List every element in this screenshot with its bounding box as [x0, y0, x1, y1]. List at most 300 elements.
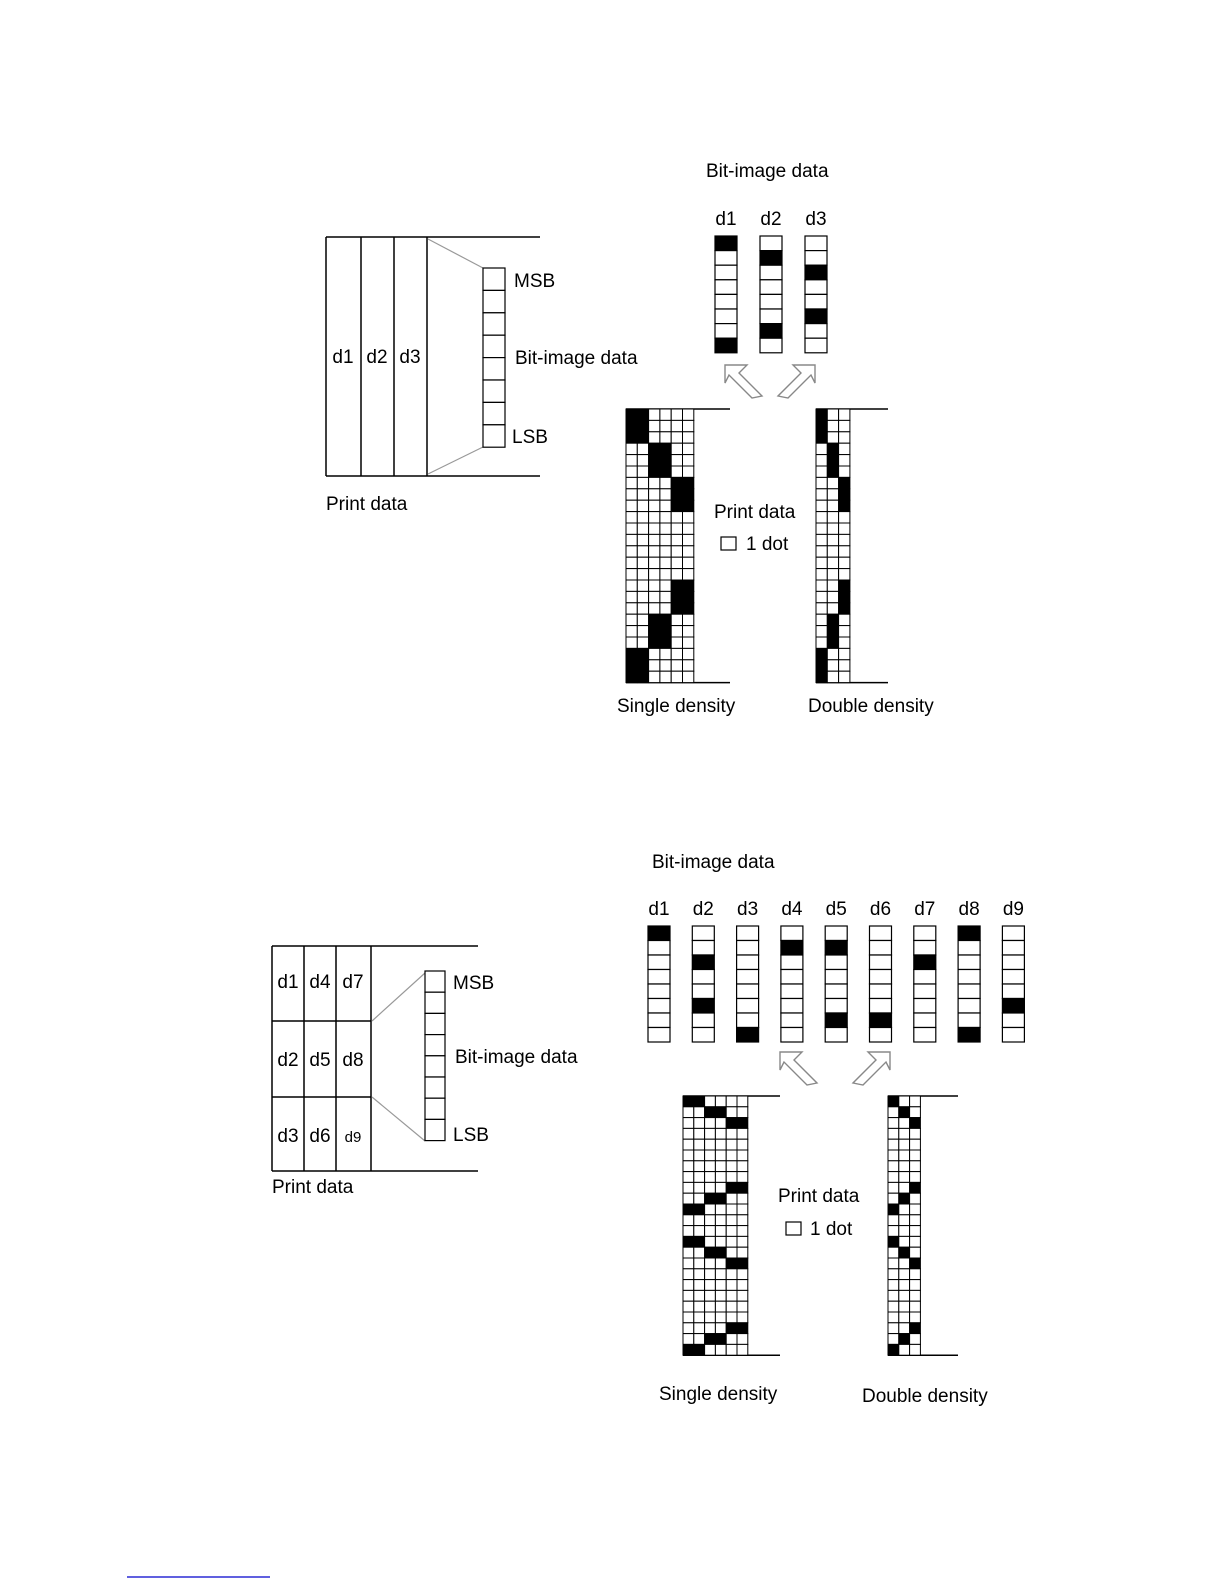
fig1-single-dot — [683, 409, 694, 420]
fig1-single-dot — [660, 648, 671, 659]
fig2-single-dot — [715, 1301, 726, 1312]
fig1-double-density-grid — [816, 409, 888, 683]
fig2-d1-bit — [648, 999, 670, 1014]
fig2-single-dot — [705, 1182, 716, 1193]
fig1-double-dot — [816, 591, 827, 602]
fig2-d6-bit — [870, 1028, 892, 1043]
fig2-double-black-dot — [899, 1107, 910, 1118]
fig2-d8-bit — [958, 1028, 980, 1043]
fig2-double-dot — [899, 1215, 910, 1226]
fig1-single-dot — [649, 580, 660, 591]
fig1-byte-bit-cell — [483, 402, 505, 424]
fig2-double-dot — [910, 1215, 921, 1226]
fig2-byte-bit-cell — [425, 1035, 445, 1056]
fig2-double-black-dot — [888, 1096, 899, 1107]
fig2-single-dot — [683, 1161, 694, 1172]
fig2-double-dot — [899, 1226, 910, 1237]
fig2-single-dot — [726, 1150, 737, 1161]
fig1-single-black-dot — [671, 477, 694, 511]
fig2-d3-bit — [737, 970, 759, 985]
fig1-single-dot — [637, 546, 648, 557]
fig2-double-dot — [899, 1301, 910, 1312]
fig1-single-dot — [683, 534, 694, 545]
fig2-single-black-dot — [726, 1258, 748, 1269]
fig1-single-dot — [626, 477, 637, 488]
fig2-d5-bit — [825, 970, 847, 985]
fig1-single-dot — [683, 660, 694, 671]
fig2-d2-bit — [692, 1013, 714, 1028]
fig2-single-dot — [726, 1215, 737, 1226]
fig2-d4-bit — [781, 941, 803, 956]
fig2-single-dot — [683, 1182, 694, 1193]
fig2-single-dot — [694, 1226, 705, 1237]
fig1-single-dot — [637, 489, 648, 500]
fig1-double-black-dot — [827, 614, 838, 648]
fig2-d6-bit — [870, 999, 892, 1014]
fig1-single-dot — [649, 432, 660, 443]
fig2-double-dot — [910, 1150, 921, 1161]
fig1-byte-bit-cell — [483, 313, 505, 335]
fig2-single-dot — [715, 1204, 726, 1215]
fig2-single-dot — [726, 1096, 737, 1107]
fig2-single-black-dot — [705, 1193, 727, 1204]
fig2-d3-bit — [737, 1013, 759, 1028]
fig1-single-dot — [637, 443, 648, 454]
fig2-single-dot — [715, 1258, 726, 1269]
fig1-col-name-d2: d2 — [760, 209, 782, 230]
fig1-double-dot — [827, 580, 838, 591]
fig2-single-black-dot — [726, 1118, 748, 1129]
fig2-double-dot — [899, 1118, 910, 1129]
fig2-grid-label-d8: d8 — [342, 1050, 364, 1071]
fig2-double-black-dot — [888, 1344, 899, 1355]
fig2-col-name-d4: d4 — [781, 899, 803, 920]
fig2-col-name-d8: d8 — [958, 899, 980, 920]
fig2-grid-label-d2: d2 — [277, 1050, 299, 1071]
fig2-d1-bit — [648, 1028, 670, 1043]
fig2-single-dot — [694, 1301, 705, 1312]
fig2-single-dot — [726, 1236, 737, 1247]
fig2-single-dot — [683, 1269, 694, 1280]
fig1-single-dot — [637, 569, 648, 580]
fig1-single-dot — [683, 512, 694, 523]
fig1-byte-bit-cell — [483, 268, 505, 290]
fig2-double-dot — [888, 1226, 899, 1237]
fig1-single-dot — [626, 546, 637, 557]
fig1-double-dot — [816, 626, 827, 637]
fig2-lsb-label: LSB — [453, 1125, 489, 1146]
fig2-single-dot — [715, 1344, 726, 1355]
fig2-single-dot — [683, 1118, 694, 1129]
fig1-single-dot — [637, 455, 648, 466]
figure-2 — [272, 852, 1024, 1407]
fig1-single-dot — [660, 512, 671, 523]
fig1-d3-bit — [805, 236, 827, 251]
fig1-double-dot — [839, 455, 850, 466]
fig2-d7-bit — [914, 1028, 936, 1043]
fig1-single-dot — [660, 569, 671, 580]
fig1-single-dot — [626, 534, 637, 545]
fig1-single-dot — [626, 489, 637, 500]
fig2-d2-bit — [692, 999, 714, 1014]
fig2-double-dot — [888, 1193, 899, 1204]
fig1-single-dot — [637, 512, 648, 523]
fig2-d5-bit — [825, 999, 847, 1014]
fig1-single-dot — [649, 420, 660, 431]
fig2-single-dot — [715, 1323, 726, 1334]
fig2-d7-bit — [914, 955, 936, 970]
fig2-msb-label: MSB — [453, 973, 495, 994]
fig1-single-dot — [683, 626, 694, 637]
fig2-d6-bit — [870, 1013, 892, 1028]
fig2-single-dot — [715, 1139, 726, 1150]
fig2-single-dot — [737, 1096, 748, 1107]
fig1-double-dot — [839, 420, 850, 431]
fig2-dot-legend-box — [786, 1222, 801, 1235]
fig2-bit-columns — [648, 899, 1024, 1042]
fig2-byte-bit-cell — [425, 1013, 445, 1034]
fig1-print-data-label: Print data — [326, 494, 408, 515]
fig2-single-dot — [694, 1150, 705, 1161]
fig2-single-dot — [737, 1226, 748, 1237]
fig1-single-dot — [637, 500, 648, 511]
fig1-single-dot — [626, 500, 637, 511]
fig2-single-dot — [737, 1312, 748, 1323]
fig2-d3-bit — [737, 999, 759, 1014]
fig2-double-black-dot — [899, 1247, 910, 1258]
fig1-double-black-dot — [839, 477, 850, 511]
fig1-single-dot — [637, 466, 648, 477]
fig2-double-dot — [888, 1334, 899, 1345]
fig2-double-dot — [910, 1312, 921, 1323]
fig2-double-dot — [888, 1215, 899, 1226]
fig1-col-name-d1: d1 — [715, 209, 737, 230]
fig2-byte-bit-cell — [425, 1056, 445, 1077]
fig1-single-dot — [660, 432, 671, 443]
fig1-single-dot — [683, 614, 694, 625]
fig2-single-dot — [737, 1128, 748, 1139]
fig2-single-dot — [683, 1150, 694, 1161]
fig2-d1-bit — [648, 1013, 670, 1028]
fig1-double-dot — [839, 626, 850, 637]
fig2-d9-bit — [1002, 926, 1024, 941]
fig2-single-dot — [726, 1226, 737, 1237]
fig1-dot-legend-box — [721, 537, 736, 550]
fig2-double-dot — [910, 1204, 921, 1215]
fig2-single-black-dot — [705, 1334, 727, 1345]
fig2-arrow-left-icon — [853, 1052, 890, 1085]
fig2-d6-bit — [870, 970, 892, 985]
fig1-single-dot — [649, 591, 660, 602]
fig1-single-dot — [637, 626, 648, 637]
fig1-double-black-dot — [827, 443, 838, 477]
fig2-double-dot — [899, 1344, 910, 1355]
fig2-bit-image-label: Bit-image data — [455, 1047, 578, 1068]
fig2-single-dot — [683, 1312, 694, 1323]
fig2-d7-bit — [914, 970, 936, 985]
fig1-d2-bit — [760, 280, 782, 295]
fig1-single-dot — [660, 603, 671, 614]
fig2-single-dot — [683, 1334, 694, 1345]
fig2-double-dot — [899, 1161, 910, 1172]
fig2-print-data-block — [272, 946, 478, 1171]
fig2-d8-bit — [958, 926, 980, 941]
fig1-d2-bit — [760, 309, 782, 324]
fig1-single-dot — [649, 523, 660, 534]
fig2-single-dot — [737, 1236, 748, 1247]
fig1-zoom-line-bottom — [428, 447, 483, 474]
fig2-double-dot — [888, 1128, 899, 1139]
fig1-double-dot — [839, 523, 850, 534]
fig2-single-dot — [694, 1139, 705, 1150]
fig2-double-dot — [899, 1182, 910, 1193]
fig2-col-name-d2: d2 — [692, 899, 714, 920]
fig2-single-dot — [726, 1193, 737, 1204]
fig2-double-dot — [888, 1161, 899, 1172]
fig1-single-dot — [637, 591, 648, 602]
fig2-d9-bit — [1002, 941, 1024, 956]
fig2-double-dot — [910, 1107, 921, 1118]
fig2-d4-bit — [781, 984, 803, 999]
fig2-d2-bit — [692, 926, 714, 941]
fig2-d2-bit — [692, 970, 714, 985]
fig2-double-dot — [910, 1128, 921, 1139]
fig2-single-black-dot — [705, 1247, 727, 1258]
fig1-double-dot — [816, 534, 827, 545]
fig2-d9-bit — [1002, 999, 1024, 1014]
fig1-single-dot — [683, 557, 694, 568]
fig2-d1-bit — [648, 926, 670, 941]
fig1-double-dot — [827, 523, 838, 534]
fig1-single-dot — [649, 546, 660, 557]
fig2-grid-label-d3: d3 — [277, 1126, 299, 1147]
fig2-col-name-d6: d6 — [869, 899, 892, 920]
fig1-single-dot — [637, 557, 648, 568]
fig2-double-dot — [888, 1107, 899, 1118]
fig1-double-dot — [827, 591, 838, 602]
fig1-single-dot — [660, 671, 671, 682]
fig2-single-dot — [694, 1107, 705, 1118]
fig2-double-black-dot — [910, 1323, 921, 1334]
fig2-single-dot — [737, 1139, 748, 1150]
fig2-single-dot — [694, 1269, 705, 1280]
fig2-single-dot — [715, 1236, 726, 1247]
fig2-d8-bit — [958, 955, 980, 970]
fig1-single-dot — [683, 546, 694, 557]
fig2-double-black-dot — [899, 1334, 910, 1345]
fig1-double-dot — [827, 671, 838, 682]
fig1-single-dot — [660, 420, 671, 431]
fig2-d8-bit — [958, 970, 980, 985]
fig1-single-dot — [660, 660, 671, 671]
fig2-double-black-dot — [888, 1236, 899, 1247]
fig2-d2-bit — [692, 955, 714, 970]
fig2-single-dot — [683, 1215, 694, 1226]
fig2-d9-bit — [1002, 1013, 1024, 1028]
fig1-single-dot — [626, 614, 637, 625]
fig1-double-dot — [839, 546, 850, 557]
fig2-single-black-dot — [683, 1236, 705, 1247]
fig1-print-data-block — [326, 237, 540, 476]
fig2-single-dot — [726, 1107, 737, 1118]
fig2-single-dot — [737, 1301, 748, 1312]
fig1-single-dot — [649, 489, 660, 500]
fig2-d9-bit — [1002, 1028, 1024, 1043]
fig2-d5-bit — [825, 955, 847, 970]
fig1-double-dot — [839, 637, 850, 648]
fig2-single-dot — [683, 1247, 694, 1258]
fig1-single-density-label: Single density — [617, 696, 736, 717]
fig2-single-dot — [715, 1118, 726, 1129]
fig1-single-black-dot — [626, 648, 649, 682]
fig1-double-dot — [839, 443, 850, 454]
fig1-double-dot — [816, 603, 827, 614]
fig2-single-dot — [683, 1172, 694, 1183]
fig1-d1-bit — [715, 280, 737, 295]
fig1-single-dot — [637, 580, 648, 591]
fig2-single-dot — [705, 1150, 716, 1161]
fig2-zoom-line-bottom — [372, 1097, 425, 1141]
fig2-single-dot — [726, 1204, 737, 1215]
fig2-single-dot — [737, 1204, 748, 1215]
fig1-double-dot — [839, 534, 850, 545]
fig2-single-dot — [694, 1247, 705, 1258]
fig2-double-black-dot — [910, 1182, 921, 1193]
fig2-d4-bit — [781, 970, 803, 985]
fig2-double-dot — [910, 1226, 921, 1237]
fig2-single-dot — [715, 1172, 726, 1183]
fig1-double-dot — [816, 500, 827, 511]
fig1-d2-bit — [760, 324, 782, 339]
fig1-double-dot — [827, 534, 838, 545]
fig1-double-dot — [839, 432, 850, 443]
fig2-single-dot — [737, 1334, 748, 1345]
fig2-single-dot — [715, 1226, 726, 1237]
fig2-d8-bit — [958, 984, 980, 999]
fig1-single-dot — [637, 603, 648, 614]
fig2-col-name-d3: d3 — [737, 899, 759, 920]
fig1-double-dot — [816, 637, 827, 648]
fig1-double-dot — [827, 512, 838, 523]
fig2-byte-column — [425, 971, 445, 1141]
fig1-double-dot — [827, 648, 838, 659]
fig1-double-dot — [827, 409, 838, 420]
fig2-d4-bit — [781, 999, 803, 1014]
fig1-single-dot — [649, 603, 660, 614]
fig1-byte-bit-cell — [483, 358, 505, 380]
fig2-single-dot — [683, 1290, 694, 1301]
fig2-d7-bit — [914, 984, 936, 999]
fig2-d6-bit — [870, 941, 892, 956]
fig1-single-dot — [626, 626, 637, 637]
fig2-double-dot — [888, 1280, 899, 1291]
fig1-single-dot — [626, 523, 637, 534]
fig2-single-dot — [683, 1107, 694, 1118]
fig2-double-dot — [899, 1290, 910, 1301]
fig1-single-dot — [649, 477, 660, 488]
fig2-single-dot — [705, 1172, 716, 1183]
fig2-double-dot — [910, 1236, 921, 1247]
fig2-single-dot — [705, 1323, 716, 1334]
fig2-single-black-dot — [726, 1182, 748, 1193]
fig1-single-dot — [683, 637, 694, 648]
fig1-single-dot — [626, 591, 637, 602]
fig1-byte-bit-cell — [483, 425, 505, 447]
fig2-single-dot — [694, 1258, 705, 1269]
fig2-single-dot — [737, 1344, 748, 1355]
fig1-single-black-dot — [649, 614, 672, 648]
fig2-single-dot — [683, 1128, 694, 1139]
fig1-single-dot — [671, 443, 682, 454]
fig2-d1-bit — [648, 941, 670, 956]
fig2-single-black-dot — [683, 1344, 705, 1355]
fig2-double-black-dot — [888, 1204, 899, 1215]
fig2-single-dot — [715, 1312, 726, 1323]
fig1-single-dot — [637, 614, 648, 625]
fig1-single-dot — [660, 409, 671, 420]
fig2-single-dot — [705, 1269, 716, 1280]
fig1-single-dot — [637, 637, 648, 648]
fig2-double-dot — [910, 1096, 921, 1107]
fig2-d5-bit — [825, 1028, 847, 1043]
fig1-single-dot — [683, 569, 694, 580]
fig2-d9-bit — [1002, 984, 1024, 999]
fig2-single-dot — [726, 1344, 737, 1355]
fig2-double-dot — [899, 1258, 910, 1269]
fig2-single-dot — [705, 1204, 716, 1215]
fig1-double-dot — [827, 420, 838, 431]
fig1-single-dot — [671, 432, 682, 443]
fig2-single-black-dot — [683, 1096, 705, 1107]
fig1-arrow-left-icon — [778, 365, 815, 398]
fig2-single-dot — [726, 1280, 737, 1291]
fig1-double-dot — [816, 569, 827, 580]
fig1-double-dot — [839, 466, 850, 477]
fig2-single-dot — [683, 1226, 694, 1237]
fig2-double-dot — [910, 1139, 921, 1150]
fig1-d1-bit — [715, 251, 737, 266]
fig2-single-dot — [726, 1128, 737, 1139]
fig1-double-dot — [816, 477, 827, 488]
fig2-double-dot — [888, 1301, 899, 1312]
fig1-d3-bit — [805, 309, 827, 324]
fig1-d3-bit — [805, 324, 827, 339]
fig2-d7-bit — [914, 1013, 936, 1028]
fig2-d3-bit — [737, 926, 759, 941]
fig1-single-dot — [637, 534, 648, 545]
fig2-d5-bit — [825, 984, 847, 999]
fig2-print-data-label: Print data — [272, 1177, 354, 1198]
fig1-lsb-label: LSB — [512, 427, 548, 448]
fig2-title: Bit-image data — [652, 852, 775, 873]
fig2-double-dot — [910, 1301, 921, 1312]
fig2-d3-bit — [737, 941, 759, 956]
fig2-double-dot — [899, 1128, 910, 1139]
fig2-double-dot — [888, 1172, 899, 1183]
fig2-double-black-dot — [910, 1258, 921, 1269]
fig2-single-dot — [683, 1301, 694, 1312]
fig2-d6-bit — [870, 955, 892, 970]
fig1-d2-bit — [760, 236, 782, 251]
fig1-double-dot — [827, 603, 838, 614]
fig2-single-dot — [705, 1226, 716, 1237]
fig2-double-dot — [910, 1193, 921, 1204]
fig2-d6-bit — [870, 984, 892, 999]
fig2-single-dot — [705, 1312, 716, 1323]
fig2-single-black-dot — [683, 1204, 705, 1215]
fig1-double-dot — [839, 660, 850, 671]
fig1-col-label-d1: d1 — [332, 347, 354, 368]
